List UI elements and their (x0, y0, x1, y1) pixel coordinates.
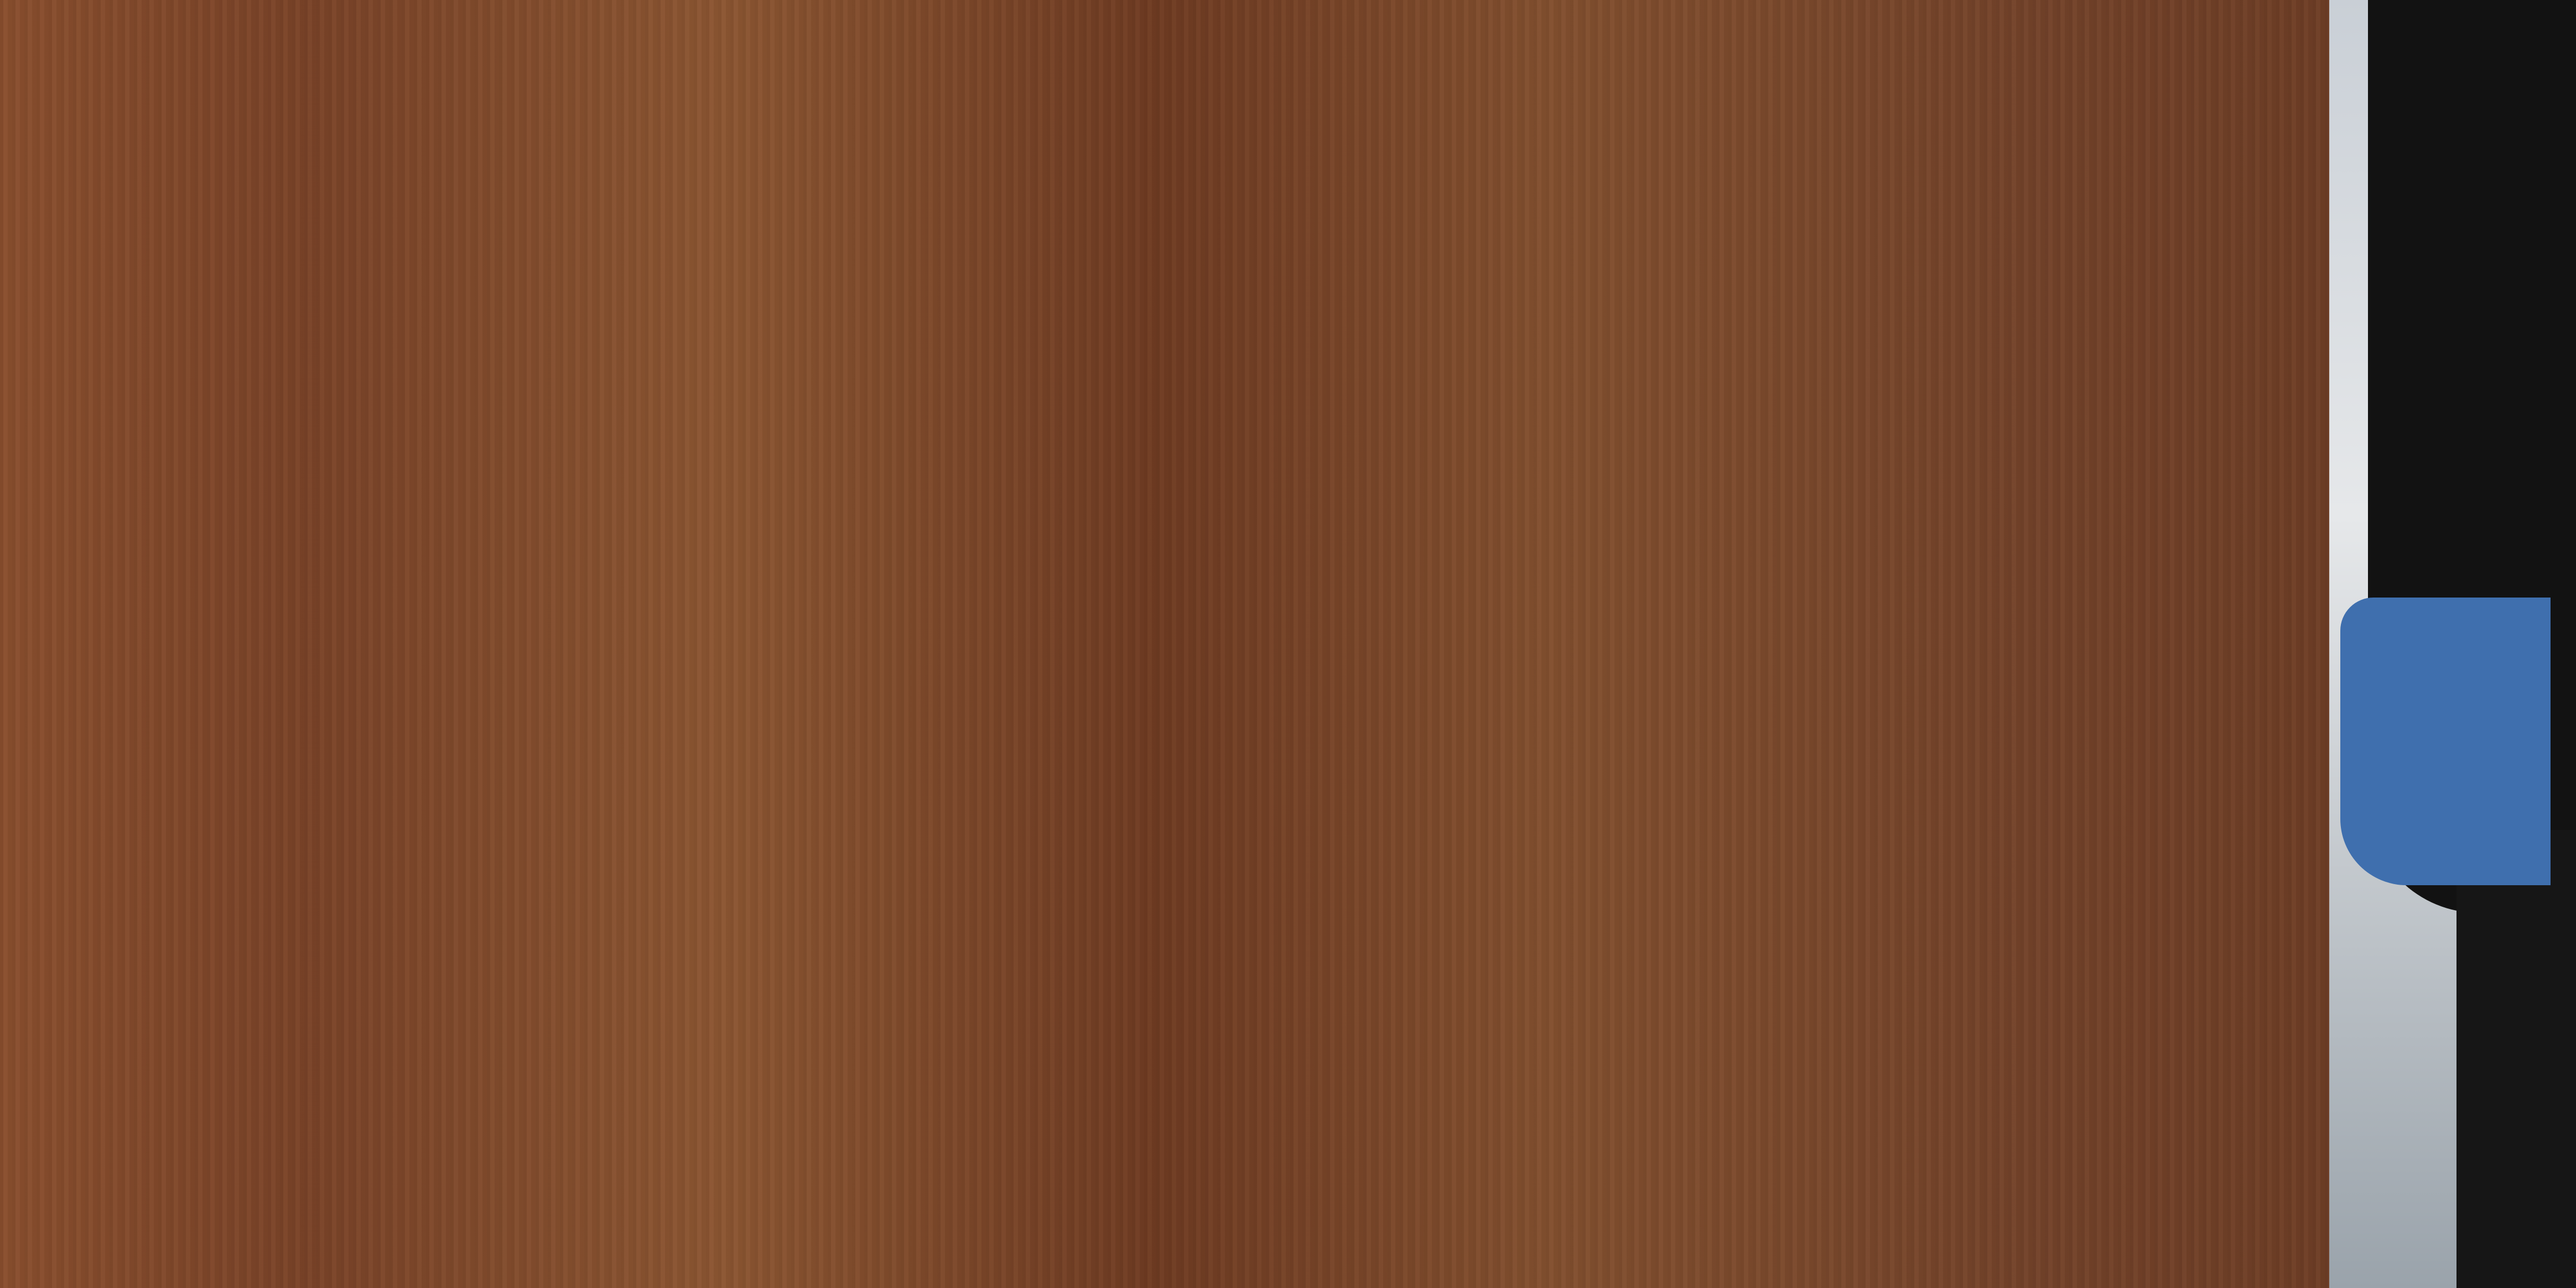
dark-clothing-lower (2456, 830, 2576, 1288)
jeans-knee (2340, 598, 2551, 885)
